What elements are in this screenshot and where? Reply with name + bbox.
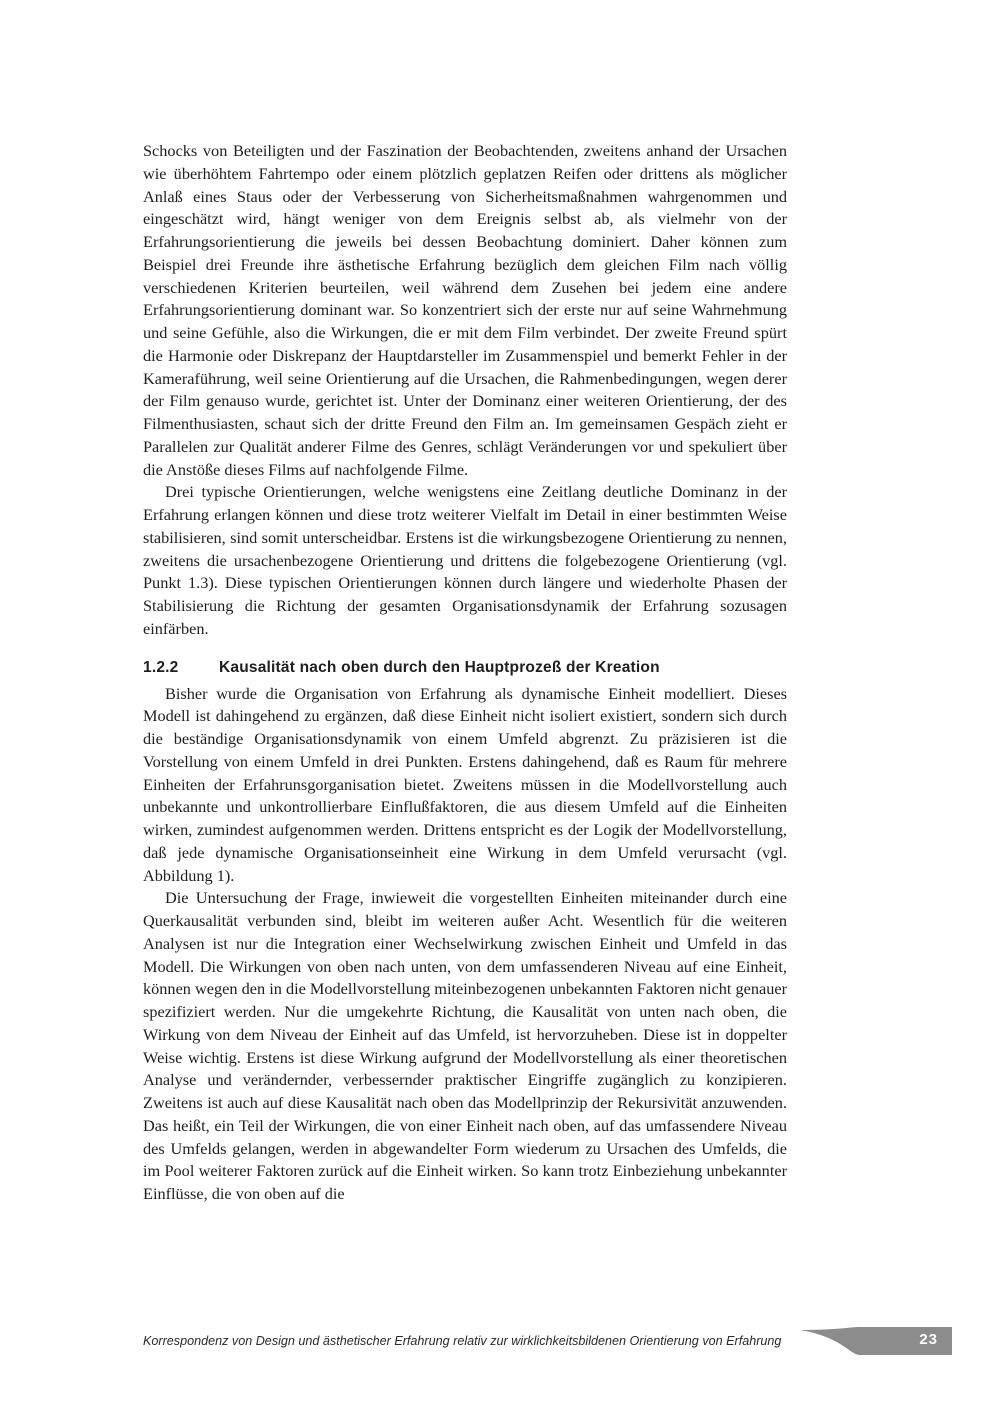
page-number-tab bbox=[800, 1327, 952, 1355]
running-footer: Korrespondenz von Design und ästhetischer Erfahrung relativ zur wirklichkeitsbildenen Orientierung von Erfahrung bbox=[143, 1334, 782, 1348]
page-number: 23 bbox=[919, 1331, 938, 1348]
section-heading bbox=[143, 657, 787, 679]
paragraph-model: Bisher wurde die Organisation von Erfahrung als dynamische Einheit modelliert. Dieses Modell ist dahingehend zu ergänzen, daß diese Einheit nicht isoliert existiert, sondern sich durch die beständige Organisationsdynamik von einem Umfeld abgrenzt. Zu präzisieren ist die Vorstellung von einem Umfeld in drei Punkten. Erstens dahingehend, daß es Raum für mehrere Einheiten der Erfahrunsgorganisation bietet. Zweitens müssen in die Modellvorstellung auch unbekannte und unkontrollierbare Einflußfaktoren, die aus diesem Umfeld auf die Einheiten wirken, zumindest aufgenommen werden. Drittens entspricht es der Logik der Modellvorstellung, daß jede dynamische Organisationseinheit eine Wirkung in dem Umfeld verursacht (vgl. Abbildung 1). bbox=[143, 683, 787, 885]
main-text bbox=[143, 140, 787, 1206]
paragraph-orientations: Drei typische Orientierungen, welche wenigstens eine Zeitlang deutliche Dominanz in der Erfahrung erlangen können und diese trotz weiterer Vielfalt im Detail in einer bestimmten Weise stabilisieren, sind somit unterscheidbar. Erstens ist die wirkungsbezogene Orientierung zu nennen, zweitens die ursachenbezogene Orientierung und drittens die folgebezogene Orientierung (vgl. Punkt 1.3). Diese typischen Orientierungen können durch längere und wiederholte Phasen der Stabilisierung die Richtung der gesamten Organisationsdynamik der Erfahrung sozusagen einfärben. bbox=[143, 482, 787, 638]
paragraph-continuation: Schocks von Beteiligten und der Faszination der Beobachtenden, zweitens anhand der Ursachen wie überhöhtem Fahrtempo oder einem plötzlich geplatzen Reifen oder drittens als möglicher Anlaß eines Staus oder der Verbesserung von Sicherheitsmaßnahmen wahrgenommen und eingeschätzt wird, hängt weniger von dem Ereignis selbst ab, als vielmehr von der Erfahrungsorientierung die jeweils bei dessen Beobachtung dominiert. Daher können zum Beispiel drei Freunde ihre ästhetische Erfahrung bezüglich dem gleichen Film nach völlig verschiedenen Kriterien beurteilen, weil während dem Zusehen bei jedem eine andere Erfahrungsorientierung dominant war. So konzentriert sich der erste nur auf seine Wahrnehmung und seine Gefühle, also die Wirkungen, die er mit dem Film verbindet. Der zweite Freund spürt die Harmonie oder Diskrepanz der Hauptdarsteller im Zusammenspiel und bemerkt Fehler in der Kameraführung, weil seine Orientierung auf die Ursachen, die Rahmenbedingungen, wegen derer der Film genauso wurde, gerichtet ist. Unter der Dominanz einer weiteren Orientierung, der des Filmenthusiasten, schaut sich der dritte Freund den Film an. Im gemeinsamen Gespäch zieht er Parallelen zur Qualität anderer Filme des Genres, schlägt Veränderungen vor und spekuliert über die Anstöße dieses Films auf nachfolgende Filme. bbox=[143, 141, 787, 479]
paragraph-causality: Die Untersuchung der Frage, inwieweit die vorgestellten Einheiten miteinander durch eine Querkausalität verbunden sind, bleibt im weiteren außer Acht. Wesentlich für die weiteren Analysen ist nur die Integration einer Wechselwirkung zwischen Einheit und Umfeld in das Modell. Die Wirkungen von oben nach unten, von dem umfassenderen Niveau auf eine Einheit, können wegen den in die Modellvorstellung miteinbezogenen unbekannten Faktoren nicht genauer spezifiziert werden. Nur die umgekehrte Richtung, die Kausalität von unten nach oben, die Wirkung von dem Niveau der Einheit auf das Umfeld, ist hervorzuheben. Diese ist in doppelter Weise wichtig. Erstens ist diese Wirkung aufgrund der Modellvorstellung als einer theoretischen Analyse und verändernder, verbessernder praktischer Eingriffe zugänglich zu konzipieren. Zweitens ist auch auf diese Kausalität nach oben das Modellprinzip der Rekursivität anzuwenden. Das heißt, ein Teil der Wirkungen, die von einer Einheit nach oben, auf das umfassendere Niveau des Umfelds gelangen, werden in abgewandelter Form wiederum zu Ursachen des Umfelds, die im Pool weiterer Faktoren zurück auf die Einheit wirken. So kann trotz Einbeziehung unbekannter Einflüsse, die von oben auf die bbox=[143, 888, 787, 1203]
section-number: 1.2.2 bbox=[143, 658, 179, 676]
section-title: Kausalität nach oben durch den Hauptprozeß der Kreation bbox=[219, 658, 660, 676]
